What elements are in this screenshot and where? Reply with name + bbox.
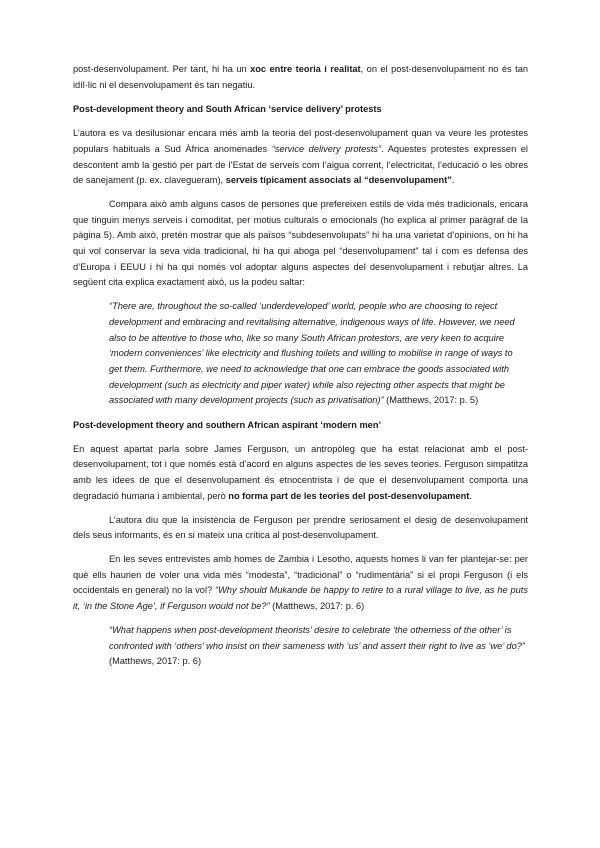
italic-term: “service delivery protests” (271, 143, 382, 154)
section-heading-modern-men: Post-development theory and southern African aspirant ‘modern men’ (73, 420, 382, 431)
text-run: . (469, 490, 472, 501)
bold-emphasis: serveis típicament associats al “desenvolupament” (225, 175, 452, 186)
paragraph-ferguson (73, 442, 528, 505)
paragraph-traditional-lifestyles: Compara això amb alguns casos de persones que prefereixen estils de vida més tradicionals, encara que tinguin menys serveis i comoditat, per motius culturals o emocionals (ho explica al primer paràgraf de la pàgina 5). Amb això, pretén mostrar que als països “subdesenvolupats” hi ha una varietat d’opinions, on hi ha qui vol conservar la seva vida tradicional, hi ha qui aboga pel “desenvolupament” tal i com es defensa des d’Europa i EEUU i hi ha qui només vol adoptar alguns aspectes del desenvolupament i rebutjar altres. La següent cita explica exactament això, us la podeu saltar: (73, 198, 528, 288)
quote-citation: (Matthews, 2017: p. 6) (109, 656, 202, 667)
section-heading-service-delivery: Post-development theory and South African ‘service delivery’ protests (73, 104, 382, 115)
paragraph-ferguson-insistence: L’autora diu que la insistència de Ferguson per prendre seriosament el desig de desenvolupament dels seus informants, és en si mateix una crítica al post-desenvolupament. (73, 514, 528, 541)
text-run: post-desenvolupament. Per tant, hi ha un (73, 64, 251, 74)
text-run: , on el post-desenvolupament no és tan idíl·lic ni el desenvolupament és tan negatiu. (73, 64, 528, 90)
italic-quote: “Why should Mukande be happy to retire to a rural village to live, as he puts it, ‘in the Stone Age’, if Ferguson would not be?” (73, 585, 528, 612)
paragraph-interviews (73, 552, 528, 615)
text-run: En aquest apartat parla sobre James Ferguson, un antropòleg que ha estat relacionat amb el post-desenvolupament, tot i que només està d’acord en alguns aspectes de les seves teories. Ferguson simpatitza amb les idees de que el desenvolupament és etnocentrista i de que el desenvolupament comporta una degradació humana i ambiental, però (73, 443, 528, 501)
text-run: En les seves entrevistes amb homes de Zambia i Lesotho, aquests homes li van fer plantejar-se: per què ells haurien de voler una vida més “modesta”, “tradicional” o “rudimentària” si el propi Ferguson (i els occidentals en general) no la vol? (73, 553, 528, 596)
citation: (Matthews, 2017: p. 6) (269, 601, 365, 612)
bold-emphasis: no forma part de les teories del post-desenvolupament (228, 490, 470, 501)
text-run: L’autora es va desilusionar encara més amb la teoria del post-desenvolupament quan va veure les protestes populars habituals a Sud Àfrica anomenades (73, 128, 528, 154)
text-run: . Aquestes protestes expressen el descontent amb la gestió per part de l’Estat de serveis com l’aigua corrent, l’electricitat, l’educació o les obres de sanejament (p. ex. clavegueram), (73, 143, 528, 186)
quote-citation: (Matthews, 2017: p. 5) (383, 395, 479, 406)
quote-text: “There are, throughout the so-called ‘underdeveloped’ world, people who are choosing to reject development and embracing and revitalising alternative, indigenous ways of life. However, we need also to be attentive to those who, like so many South African protestors, are very keen to acquire ‘modern conveniences’ like electricity and flushing toilets and willing to mobilise in range of ways to get them. Furthermore, we need to acknowledge that one can embrace the goods associated with development (such as electricity and piper water) while also rejecting other aspects that might be associated with many development projects (such as privatisation)” (109, 301, 515, 406)
paragraph-continuation (73, 62, 528, 93)
text-run: . (451, 175, 455, 186)
quote-text: “What happens when post-development theorists’ desire to celebrate ‘the otherness of the other’ is confronted with ‘others’ who insist on their sameness with ‘us’ and assert their right to live as ‘we’ do?” (109, 624, 525, 651)
paragraph-service-delivery (73, 126, 528, 189)
bold-emphasis: xoc entre teoria i realitat (250, 64, 361, 74)
block-quote-matthews-p6 (109, 623, 528, 670)
block-quote-matthews-p5 (109, 299, 528, 409)
